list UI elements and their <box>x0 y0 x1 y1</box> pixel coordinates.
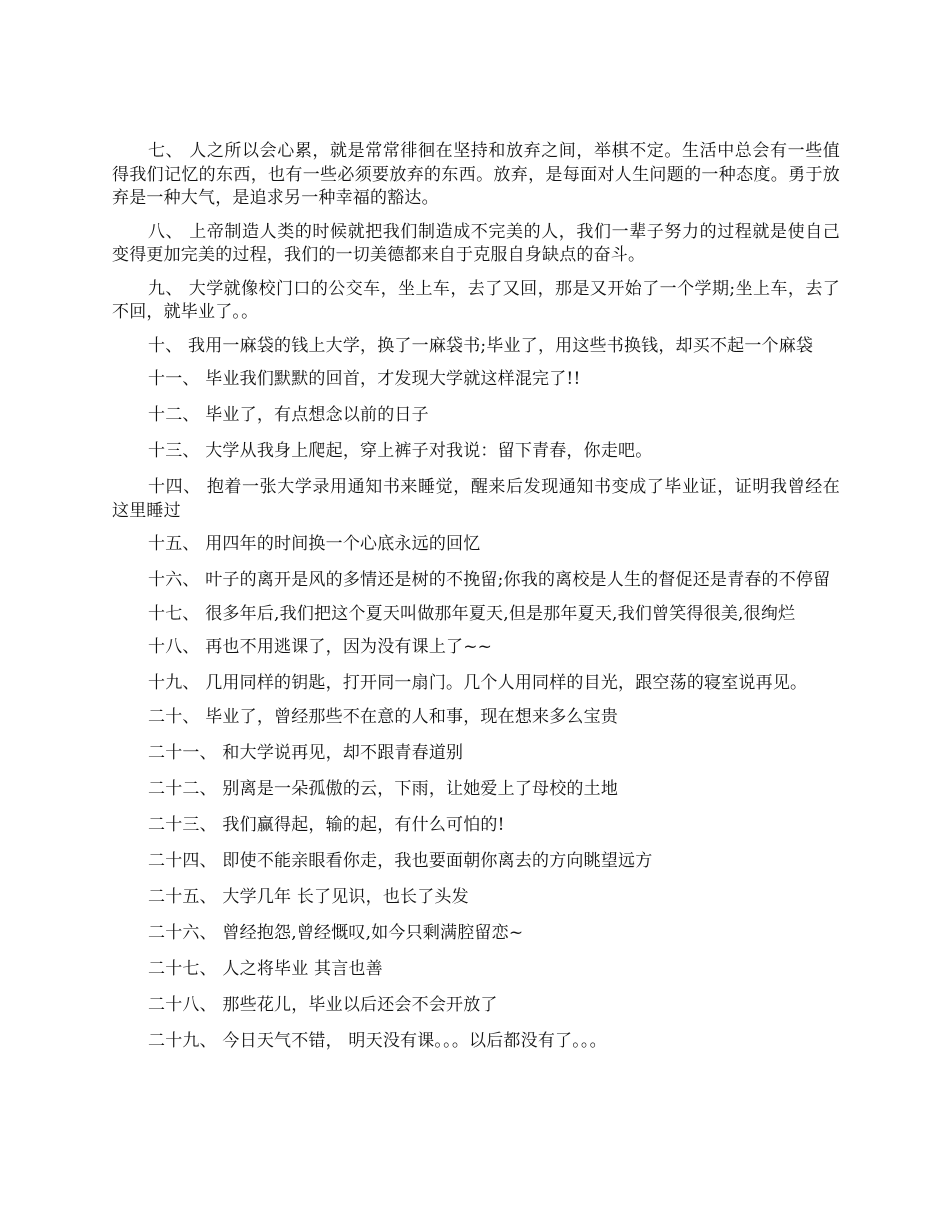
item-text: 大学从我身上爬起，穿上裤子对我说：留下青春，你走吧。 <box>205 441 653 461</box>
item-number: 十七、 <box>148 603 200 624</box>
item-number: 二十四、 <box>148 850 217 871</box>
item-text: 曾经抱怨,曾经慨叹,如今只剩满腔留恋~ <box>222 922 524 943</box>
paragraph-14 <box>112 476 840 523</box>
paragraph-22 <box>112 778 840 802</box>
item-number: 十四、 <box>148 477 201 497</box>
paragraph-11 <box>112 368 840 392</box>
item-text: 人之所以会心累，就是常常徘徊在坚持和放弃之间，举棋不定。生活中总会有一些值得我们记忆的东西，也有一些必须要放弃的东西。放弃，是每面对人生问题的一种态度。勇于放弃是一种大气，是追求另一种幸福的豁达。 <box>112 141 840 208</box>
item-number: 二十一、 <box>148 742 217 763</box>
item-text: 我们赢得起，输的起，有什么可怕的! <box>222 814 505 835</box>
item-text: 抱着一张大学录用通知书来睡觉，醒来后发现通知书变成了毕业证，证明我曾经在这里睡过 <box>112 477 841 521</box>
item-text: 我用一麻袋的钱上大学，换了一麻袋书;毕业了，用这些书换钱，却买不起一个麻袋 <box>188 335 814 356</box>
item-number: 十九、 <box>148 673 200 693</box>
item-number: 二十七、 <box>148 958 217 979</box>
item-text: 很多年后,我们把这个夏天叫做那年夏天,但是那年夏天,我们曾笑得很美,很绚烂 <box>205 603 796 624</box>
item-number: 二十八、 <box>148 994 217 1015</box>
paragraph-20 <box>112 706 840 730</box>
paragraph-18 <box>112 636 840 660</box>
paragraph-17 <box>112 603 840 627</box>
item-number: 二十、 <box>148 706 200 727</box>
item-number: 八、 <box>148 221 184 242</box>
paragraph-26 <box>112 922 840 946</box>
item-number: 十六、 <box>148 570 200 590</box>
paragraph-28 <box>112 994 840 1018</box>
item-text: 毕业我们默默的回首，才发现大学就这样混完了!! <box>205 369 581 389</box>
paragraph-12 <box>112 404 840 428</box>
paragraph-25 <box>112 886 840 910</box>
item-number: 九、 <box>148 278 183 299</box>
item-text: 叶子的离开是风的多情还是树的不挽留;你我的离校是人生的督促还是青春的不停留 <box>205 570 831 590</box>
paragraph-29 <box>112 1030 840 1054</box>
paragraph-23 <box>112 814 840 838</box>
item-text: 即使不能亲眼看你走，我也要面朝你离去的方向眺望远方 <box>222 850 653 871</box>
item-number: 二十六、 <box>148 922 217 943</box>
paragraph-7 <box>112 140 840 211</box>
item-number: 二十二、 <box>148 778 217 799</box>
item-number: 十、 <box>148 335 183 356</box>
item-text: 人之将毕业 其言也善 <box>222 958 383 979</box>
item-number: 十一、 <box>148 369 200 389</box>
item-text: 上帝制造人类的时候就把我们制造成不完美的人，我们一辈子努力的过程就是使自己变得更加完美的过程，我们的一切美德都来自于克服自身缺点的奋斗。 <box>112 221 840 265</box>
item-text: 今日天气不错， 明天没有课。。。以后都没有了。。。 <box>222 1030 607 1051</box>
item-number: 十五、 <box>148 534 200 554</box>
paragraph-21 <box>112 742 840 766</box>
paragraph-10 <box>112 335 840 359</box>
item-text: 那些花儿，毕业以后还会不会开放了 <box>222 994 498 1015</box>
paragraph-15 <box>112 533 840 557</box>
paragraph-24 <box>112 850 840 874</box>
item-text: 毕业了，有点想念以前的日子 <box>205 405 429 425</box>
item-number: 七、 <box>148 141 184 161</box>
item-number: 十八、 <box>148 637 200 657</box>
item-text: 大学就像校门口的公交车，坐上车，去了又回，那是又开始了一个学期;坐上车，去了不回，就毕业了。。 <box>112 278 841 322</box>
item-number: 十二、 <box>148 405 200 425</box>
document-body <box>112 140 840 1066</box>
item-text: 毕业了，曾经那些不在意的人和事，现在想来多么宝贵 <box>205 706 619 727</box>
paragraph-9 <box>112 278 840 325</box>
item-text: 几用同样的钥匙，打开同一扇门。几个人用同样的目光，跟空荡的寝室说再见。 <box>205 673 808 693</box>
paragraph-16 <box>112 569 840 593</box>
item-number: 二十五、 <box>148 886 217 907</box>
paragraph-13 <box>112 440 840 464</box>
paragraph-27 <box>112 958 840 982</box>
paragraph-19 <box>112 672 840 696</box>
item-text: 再也不用逃课了，因为没有课上了~~ <box>205 637 493 657</box>
item-text: 别离是一朵孤傲的云，下雨，让她爱上了母校的土地 <box>222 778 619 799</box>
item-number: 十三、 <box>148 441 200 461</box>
paragraph-8 <box>112 221 840 268</box>
item-text: 用四年的时间换一个心底永远的回忆 <box>205 534 481 554</box>
item-number: 二十九、 <box>148 1030 217 1051</box>
item-number: 二十三、 <box>148 814 217 835</box>
item-text: 和大学说再见，却不跟青春道别 <box>222 742 464 763</box>
item-text: 大学几年 长了见识，也长了头发 <box>222 886 469 907</box>
